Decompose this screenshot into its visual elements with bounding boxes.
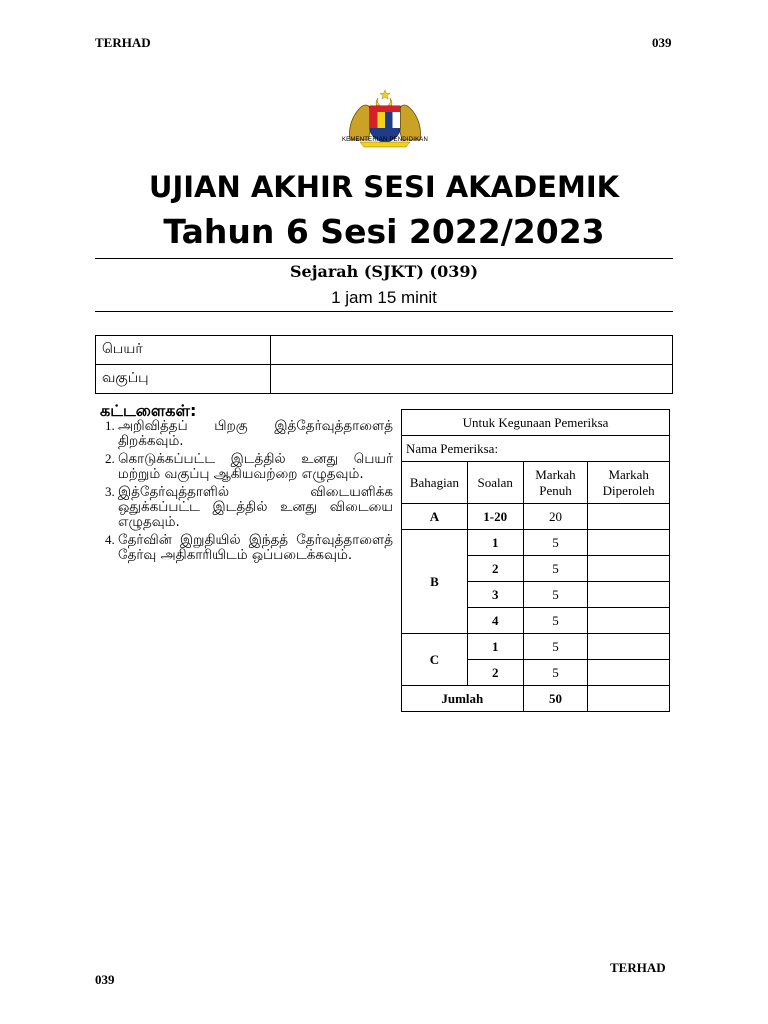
examiner-table-title: Untuk Kegunaan Pemeriksa xyxy=(402,410,670,436)
question-cell: 1 xyxy=(467,530,523,556)
crest-label: KEMENTERIAN PENDIDIKAN xyxy=(341,137,429,143)
header-markah-diperoleh: Markah Diperoleh xyxy=(588,462,670,504)
obtained-mark-cell[interactable] xyxy=(588,660,670,686)
instructions-list xyxy=(104,418,393,565)
student-class-label: வகுப்பு xyxy=(96,365,271,394)
obtained-mark-cell[interactable] xyxy=(588,608,670,634)
obtained-mark-cell[interactable] xyxy=(588,530,670,556)
question-cell: 4 xyxy=(467,608,523,634)
table-row xyxy=(402,504,670,530)
footer-code: 039 xyxy=(95,972,115,987)
full-mark-cell: 5 xyxy=(523,556,588,582)
instruction-item: 3. இத்தேர்வுத்தாளில் விடையளிக்க ஒதுக்கப்பட்ட இடத்தில் உனது விடையை எழுதவும். xyxy=(118,484,393,530)
exam-duration: 1 jam 15 minit xyxy=(331,288,437,307)
full-mark-cell: 5 xyxy=(523,634,588,660)
question-cell: 1-20 xyxy=(467,504,523,530)
instruction-item: 1. அறிவித்தப் பிறகு இத்தேர்வுத்தாளைத் திறக்கவும். xyxy=(118,418,393,449)
total-label: Jumlah xyxy=(402,686,524,712)
total-obtained-mark[interactable] xyxy=(588,686,670,712)
section-b: B xyxy=(402,530,468,634)
student-name-label: பெயர் xyxy=(96,336,271,365)
exam-title: UJIAN AKHIR SESI AKADEMIK xyxy=(148,170,620,204)
obtained-mark-cell[interactable] xyxy=(588,634,670,660)
full-mark-cell: 5 xyxy=(523,582,588,608)
full-mark-cell: 20 xyxy=(523,504,588,530)
exam-subject: Sejarah (SJKT) (039) xyxy=(289,262,479,281)
question-cell: 2 xyxy=(467,660,523,686)
student-class-field[interactable] xyxy=(271,365,673,394)
student-name-field[interactable] xyxy=(271,336,673,365)
table-row-total xyxy=(402,686,670,712)
section-a: A xyxy=(402,504,468,530)
footer-classification: TERHAD xyxy=(610,960,666,975)
instruction-item: 4. தேர்வின் இறுதியில் இந்தத் தேர்வுத்தாளைத் தேர்வு அதிகாரியிடம் ஒப்படைக்கவும். xyxy=(118,532,393,563)
title-rule-bottom xyxy=(95,311,673,312)
student-class-row xyxy=(96,365,673,394)
obtained-mark-cell[interactable] xyxy=(588,582,670,608)
header-code: 039 xyxy=(652,35,672,50)
header-markah-penuh: Markah Penuh xyxy=(523,462,588,504)
exam-session: Tahun 6 Sesi 2022/2023 xyxy=(163,212,605,251)
examiner-table xyxy=(401,409,670,712)
header-soalan: Soalan xyxy=(467,462,523,504)
student-name-row xyxy=(96,336,673,365)
full-mark-cell: 5 xyxy=(523,608,588,634)
question-cell: 1 xyxy=(467,634,523,660)
obtained-mark-cell[interactable] xyxy=(588,504,670,530)
total-full-mark: 50 xyxy=(523,686,588,712)
obtained-mark-cell[interactable] xyxy=(588,556,670,582)
header-classification: TERHAD xyxy=(95,35,151,50)
table-row xyxy=(402,634,670,660)
question-cell: 3 xyxy=(467,582,523,608)
section-c: C xyxy=(402,634,468,686)
student-info-table xyxy=(95,335,673,394)
question-cell: 2 xyxy=(467,556,523,582)
instruction-item: 2. கொடுக்கப்பட்ட இடத்தில் உனது பெயர் மற்றும் வகுப்பு ஆகியவற்றை எழுதவும். xyxy=(118,451,393,482)
examiner-name-field[interactable]: Nama Pemeriksa: xyxy=(402,436,670,462)
full-mark-cell: 5 xyxy=(523,530,588,556)
title-rule-top xyxy=(95,258,673,259)
table-row xyxy=(402,530,670,556)
header-bahagian: Bahagian xyxy=(402,462,468,504)
instructions-title: கட்டளைகள்: xyxy=(100,401,197,420)
full-mark-cell: 5 xyxy=(523,660,588,686)
